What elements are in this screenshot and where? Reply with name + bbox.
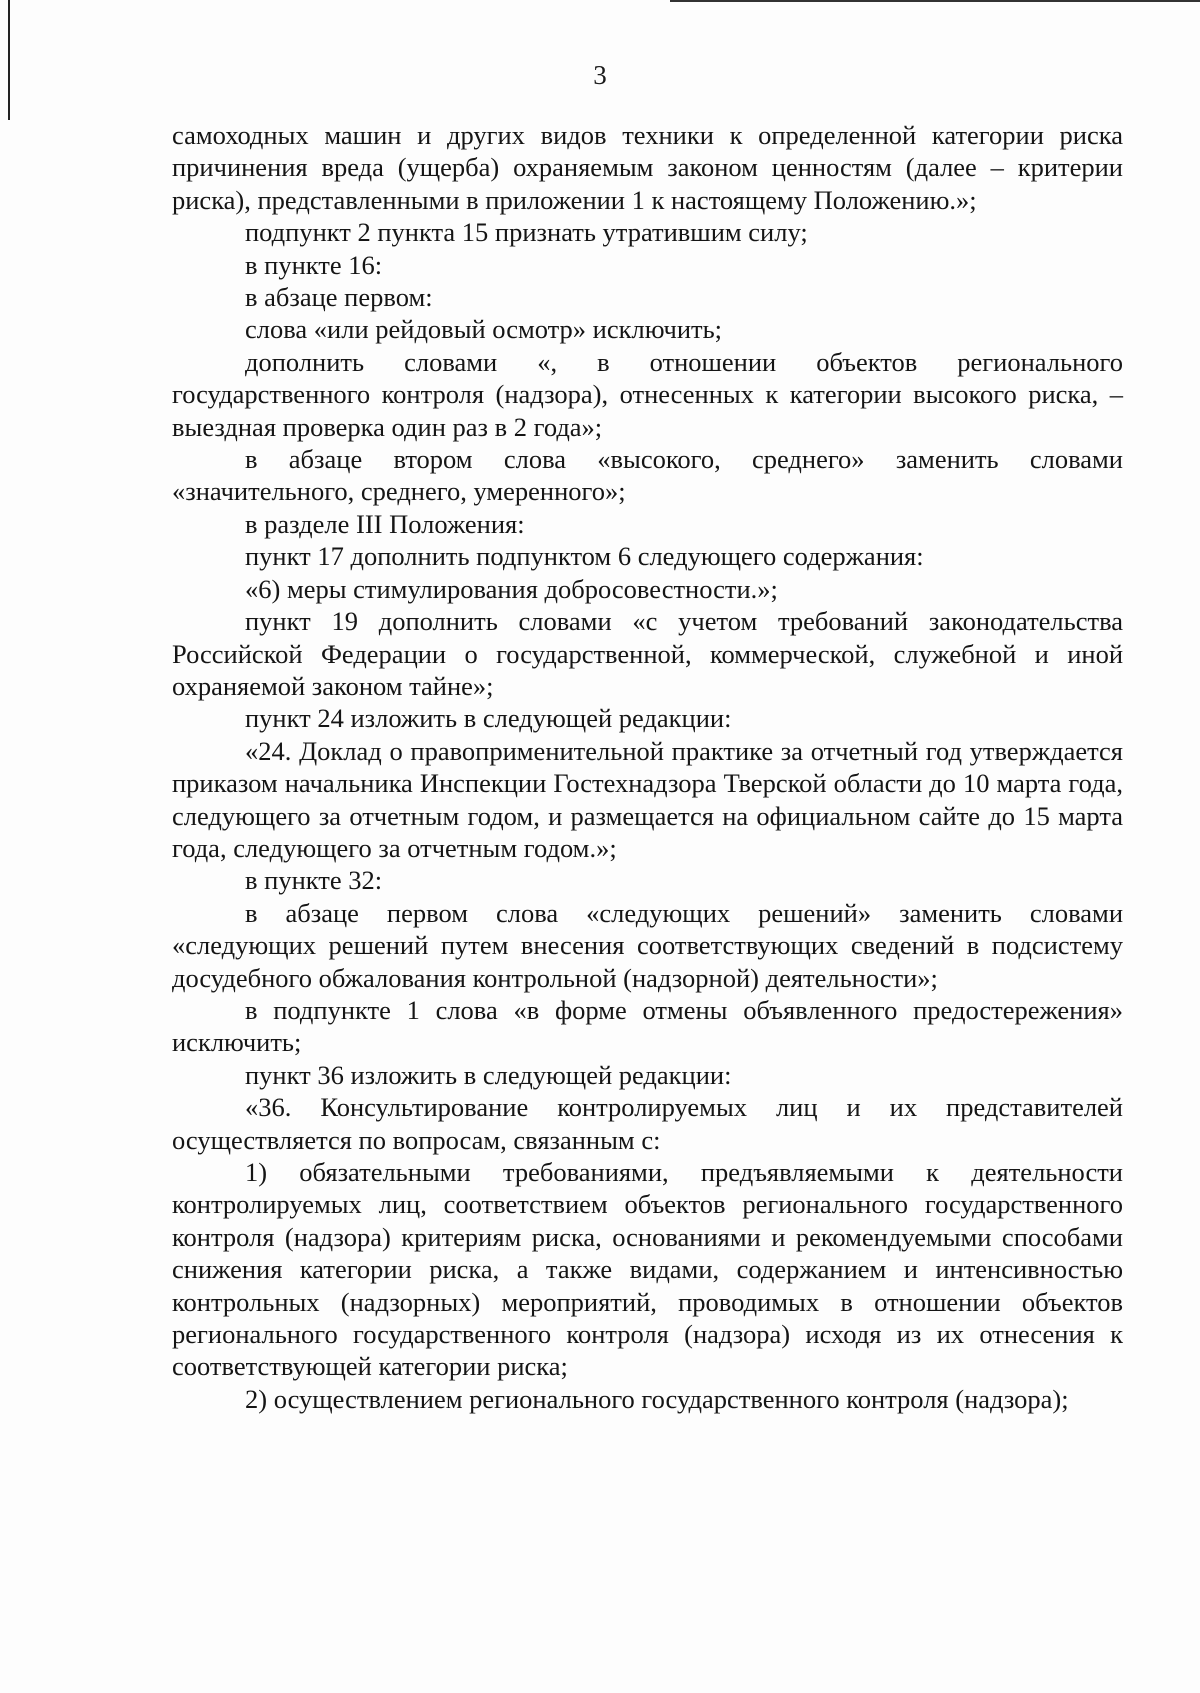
scan-edge-top <box>670 0 1200 2</box>
paragraph: в разделе III Положения: <box>245 508 525 539</box>
paragraph: в абзаце втором слова «высокого, среднего» заменить словами «значительного, среднего, умеренного»; <box>172 444 1123 507</box>
paragraph: пункт 17 дополнить подпунктом 6 следующего содержания: <box>245 541 924 572</box>
paragraph: в пункте 32: <box>245 865 383 896</box>
paragraph: в абзаце первом: <box>245 282 433 313</box>
paragraph: слова «или рейдовый осмотр» исключить; <box>245 314 723 345</box>
paragraph: самоходных машин и других видов техники к определенной категории риска причинения вреда (ущерба) охраняемым законом ценностям (далее – критерии риска), представленными в приложении 1 к настоящему Положению.»; <box>172 120 1123 215</box>
paragraph: в подпункте 1 слова «в форме отмены объявленного предостережения» исключить; <box>172 994 1123 1058</box>
paragraph: дополнить словами «, в отношении объектов регионального государственного контроля (надзора), отнесенных к категории высокого риска, – выездная проверка один раз в 2 года»; <box>172 346 1123 442</box>
paragraph: в абзаце первом слова «следующих решений» заменить словами «следующих решений путем внесения соответствующих сведений в подсистему досудебного обжалования контрольной (надзорной) деятельности»; <box>172 897 1123 993</box>
paragraph: 1) обязательными требованиями, предъявляемыми к деятельности контролируемых лиц, соответствием объектов регионального государственного контроля (надзора) критериям риска, основаниями и рекомендуемыми способами снижения категории риска, а также видами, содержанием и интенсивностью контрольных (надзорных) мероприятий, проводимых в отношении объектов регионального государственного контроля (надзора) исходя из их отнесения к соответствующей категории риска; <box>172 1157 1123 1382</box>
paragraph: пункт 19 дополнить словами «с учетом требований законодательства Российской Федерации о государственной, коммерческой, служебной и иной охраняемой законом тайне»; <box>172 606 1123 701</box>
paragraph: «36. Консультирование контролируемых лиц и их представителей осуществляется по вопросам, связанным с: <box>172 1092 1123 1155</box>
paragraph: подпункт 2 пункта 15 признать утратившим силу; <box>245 217 808 248</box>
paragraph: в пункте 16: <box>245 249 383 280</box>
paragraph: пункт 24 изложить в следующей редакции: <box>245 703 732 734</box>
page-number: 3 <box>593 60 607 90</box>
document-body <box>172 119 1123 1415</box>
paragraph: «24. Доклад о правоприменительной практике за отчетный год утверждается приказом начальника Инспекции Гостехнадзора Тверской области до 10 марта года, следующего за отчетным годом, и размещается на официальном сайте до 15 марта года, следующего за отчетным годом.»; <box>172 735 1123 863</box>
paragraph: 2) осуществлением регионального государственного контроля (надзора); <box>245 1383 1069 1414</box>
paragraph: пункт 36 изложить в следующей редакции: <box>245 1059 732 1090</box>
paragraph: «6) меры стимулирования добросовестности.»; <box>245 573 778 604</box>
